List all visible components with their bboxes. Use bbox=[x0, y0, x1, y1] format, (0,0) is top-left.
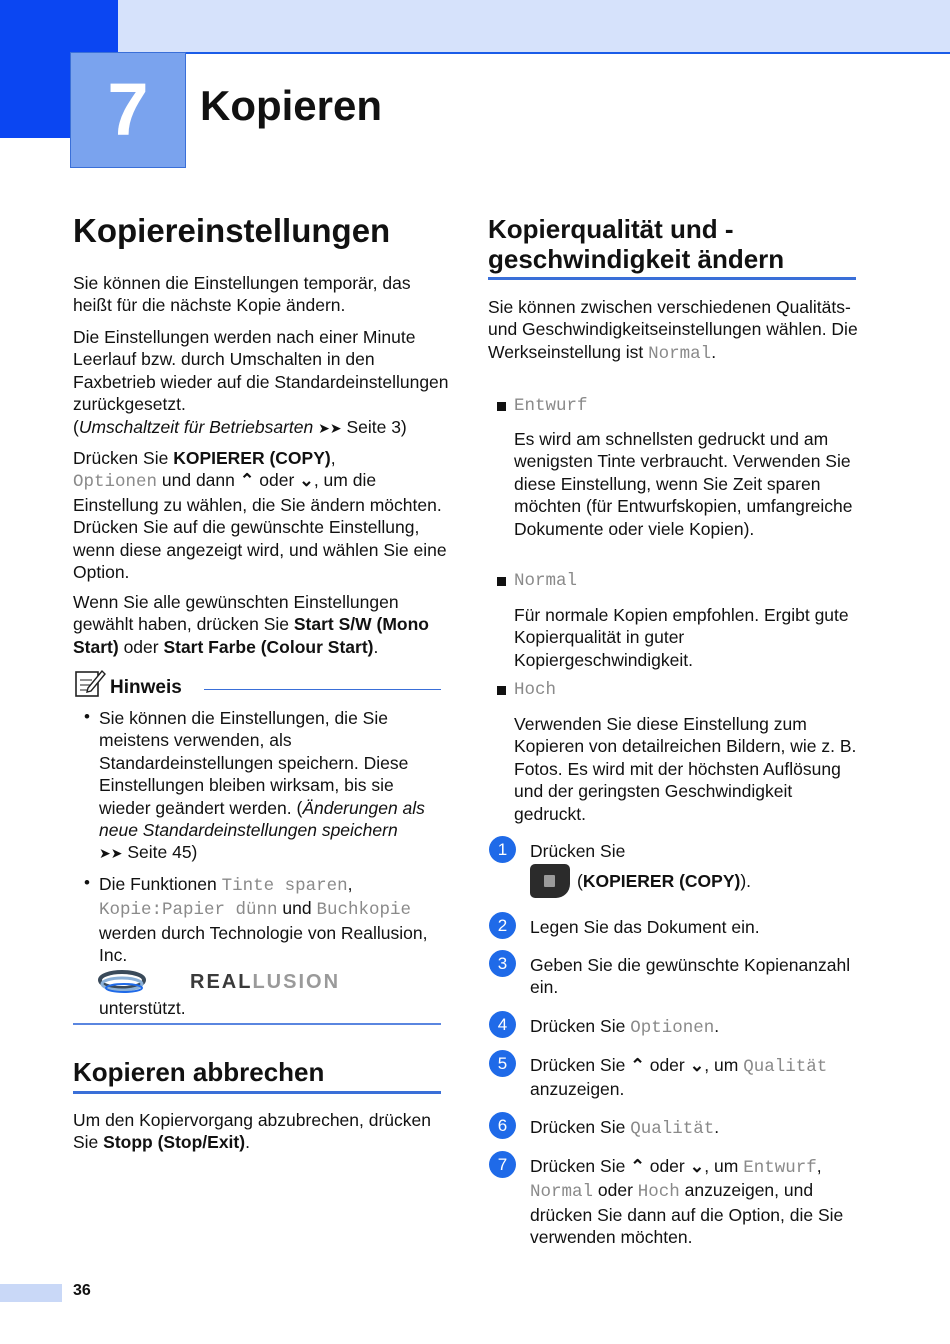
paragraph-intro: Sie können die Einstellungen temporär, das heißt für die nächste Kopie ändern. bbox=[73, 273, 411, 316]
text: werden durch Technologie von Reallusion, Inc. bbox=[99, 922, 428, 966]
step-number: 3 bbox=[489, 950, 516, 977]
text: , bbox=[347, 874, 353, 894]
step-number: 1 bbox=[489, 836, 516, 863]
menu-kopie-papier-duenn: Kopie:Papier dünn bbox=[99, 900, 278, 921]
note-item-1 bbox=[99, 707, 447, 865]
text: , bbox=[330, 448, 336, 468]
paragraph-reset bbox=[73, 326, 453, 439]
text: oder bbox=[593, 1180, 638, 1201]
text: . bbox=[373, 636, 379, 657]
note-bottom-rule bbox=[73, 1023, 441, 1025]
option-normal: Normal bbox=[514, 571, 578, 591]
note-label: Hinweis bbox=[110, 677, 182, 698]
section-title-qualitaet: Kopierqualität und - geschwindigkeit ändern bbox=[488, 214, 785, 274]
text: , um bbox=[704, 1055, 744, 1075]
option-entwurf: Entwurf bbox=[514, 396, 588, 416]
footer-band bbox=[0, 1284, 62, 1302]
text: Um den Kopiervorgang abzubrechen, drücken Sie bbox=[73, 1110, 431, 1153]
header-band bbox=[0, 0, 950, 53]
text: Drücken Sie bbox=[530, 1156, 631, 1176]
text: oder bbox=[118, 636, 164, 657]
down-arrow-icon: ⌄ bbox=[689, 1156, 705, 1176]
menu-hoch: Hoch bbox=[637, 1182, 680, 1203]
text: ). bbox=[740, 871, 752, 891]
option-normal-desc: Für normale Kopien empfohlen. Ergibt gute Kopierqualität in guter Kopiergeschwindigkeit. bbox=[514, 605, 849, 670]
text: . bbox=[711, 341, 717, 362]
step-number: 5 bbox=[489, 1050, 516, 1077]
reallusion-logo bbox=[98, 962, 380, 1000]
up-arrow-icon: ⌃ bbox=[239, 470, 255, 491]
section-rule bbox=[73, 1091, 441, 1094]
step-1-key bbox=[577, 870, 751, 892]
note-item-2-end: unterstützt. bbox=[99, 998, 186, 1018]
bullet-icon: • bbox=[84, 873, 90, 892]
ref-page: Seite 3) bbox=[341, 416, 407, 437]
down-arrow-icon: ⌄ bbox=[689, 1055, 705, 1075]
menu-optionen: Optionen bbox=[73, 472, 158, 493]
section-title-abbrechen: Kopieren abbrechen bbox=[73, 1057, 325, 1087]
ref-page: Seite 45) bbox=[122, 842, 198, 863]
step-2: Legen Sie das Dokument ein. bbox=[530, 917, 760, 937]
step-number: 6 bbox=[489, 1112, 516, 1139]
text: und dann bbox=[157, 470, 240, 491]
text: und bbox=[277, 898, 317, 919]
text: . bbox=[714, 1117, 720, 1137]
double-arrow-icon: ➤➤ bbox=[99, 845, 123, 862]
text: oder bbox=[644, 1055, 690, 1075]
option-hoch-desc: Verwenden Sie diese Einstellung zum Kopieren von detailreichen Bildern, wie z. B. Fotos. Es wird mit der höchsten Auflösung und der geringsten Geschwindigkeit gedruckt. bbox=[514, 714, 857, 824]
option-hoch: Hoch bbox=[514, 680, 557, 700]
text: Drücken Sie bbox=[530, 1055, 631, 1075]
paragraph-quality-intro bbox=[488, 296, 868, 365]
paragraph-cancel bbox=[73, 1109, 453, 1154]
down-arrow-icon: ⌄ bbox=[299, 470, 314, 491]
section-title-kopiereinstellungen: Kopiereinstellungen bbox=[73, 212, 391, 249]
paragraph-start bbox=[73, 591, 453, 658]
header-rule bbox=[118, 52, 950, 54]
menu-optionen: Optionen bbox=[630, 1018, 715, 1038]
copy-document-icon bbox=[544, 875, 555, 887]
text: anzuzeigen, und drücken Sie dann auf die Option, die Sie verwenden möchten. bbox=[530, 1180, 844, 1248]
text: Drücken Sie bbox=[73, 448, 174, 468]
key-start-mono: Start S/W (Mono Start) bbox=[73, 614, 429, 657]
text: ( bbox=[577, 871, 583, 891]
text: oder bbox=[644, 1156, 690, 1176]
bullet-icon: • bbox=[84, 707, 90, 726]
paragraph-instructions bbox=[73, 447, 453, 583]
step-1: Drücken Sie bbox=[530, 841, 626, 861]
step-number: 4 bbox=[489, 1011, 516, 1038]
ref-title: Änderungen als neue Standardeinstellungen speichern bbox=[99, 797, 425, 841]
note-item-2 bbox=[99, 873, 447, 967]
key-copy: KOPIERER (COPY) bbox=[582, 871, 741, 891]
note-pencil-icon bbox=[74, 668, 106, 698]
up-arrow-icon: ⌃ bbox=[630, 1055, 645, 1075]
square-bullet-icon bbox=[497, 402, 506, 411]
text: Drücken Sie bbox=[530, 1117, 631, 1137]
key-start-colour: Start Farbe (Colour Start) bbox=[163, 636, 374, 657]
ref-title: Umschaltzeit für Betriebsarten bbox=[78, 416, 314, 437]
text: Wenn Sie alle gewünschten Einstellungen gewählt haben, drücken Sie bbox=[73, 592, 399, 635]
menu-tinte-sparen: Tinte sparen bbox=[221, 876, 348, 896]
up-arrow-icon: ⌃ bbox=[630, 1156, 645, 1176]
key-copy: KOPIERER (COPY) bbox=[173, 448, 331, 468]
menu-qualitaet: Qualität bbox=[630, 1119, 715, 1139]
text: , um bbox=[704, 1156, 744, 1176]
step-4 bbox=[530, 1015, 870, 1039]
text: . bbox=[245, 1132, 250, 1153]
note-rule bbox=[204, 689, 441, 690]
ref-open: ( bbox=[73, 416, 79, 437]
chapter-number: 7 bbox=[107, 68, 149, 151]
text: . bbox=[714, 1016, 720, 1036]
text: Sie können zwischen verschiedenen Qualitäts- und Geschwindigkeitseinstellungen wählen. Die Werkseinstellung ist bbox=[488, 297, 858, 362]
step-3: Geben Sie die gewünschte Kopienanzahl ein. bbox=[530, 955, 851, 998]
text: Drücken Sie bbox=[530, 1016, 631, 1036]
paragraph-reset-text: Die Einstellungen werden nach einer Minute Leerlauf bzw. durch Umschalten in den Faxbetrieb wieder auf die Standardeinstellungen zurückgesetzt. bbox=[73, 327, 449, 415]
double-arrow-icon: ➤➤ bbox=[318, 419, 342, 436]
square-bullet-icon bbox=[497, 686, 506, 695]
text: Sie können die Einstellungen, die Sie meistens verwenden, als Standardeinstellungen speichern. Diese Einstellungen bleiben wirksam, bis sie wieder geändert werden. ( bbox=[99, 708, 409, 818]
text: , um die Einstellung zu wählen, die Sie ändern möchten. Drücken Sie auf die gewünschte Einstellung, wenn diese angezeigt wird, und wählen Sie eine Option. bbox=[73, 470, 447, 583]
step-7 bbox=[530, 1155, 870, 1249]
section-rule bbox=[488, 277, 856, 280]
menu-normal: Normal bbox=[648, 343, 712, 364]
menu-qualitaet: Qualität bbox=[743, 1057, 828, 1077]
menu-buchkopie: Buchkopie bbox=[316, 900, 411, 921]
text: , bbox=[816, 1156, 822, 1176]
text: anzuzeigen. bbox=[530, 1079, 625, 1100]
text: Die Funktionen bbox=[99, 874, 222, 894]
square-bullet-icon bbox=[497, 577, 506, 586]
step-5 bbox=[530, 1054, 870, 1101]
menu-normal: Normal bbox=[530, 1182, 594, 1203]
step-number: 7 bbox=[489, 1151, 516, 1178]
page-number: 36 bbox=[73, 1282, 91, 1299]
step-6 bbox=[530, 1116, 870, 1140]
option-entwurf-desc: Es wird am schnellsten gedruckt und am wenigsten Tinte verbraucht. Verwenden Sie diese Einstellung, wenn Sie Zeit sparen möchten (für Entwurfskopien, umfangreiche Dokumente oder viele Kopien). bbox=[514, 429, 853, 539]
text: oder bbox=[254, 470, 300, 491]
svg-text:REALLUSION: REALLUSION bbox=[190, 971, 341, 993]
key-stop: Stopp (Stop/Exit) bbox=[103, 1132, 246, 1153]
menu-entwurf: Entwurf bbox=[743, 1158, 817, 1178]
step-number: 2 bbox=[489, 912, 516, 939]
chapter-title: Kopieren bbox=[200, 82, 383, 129]
